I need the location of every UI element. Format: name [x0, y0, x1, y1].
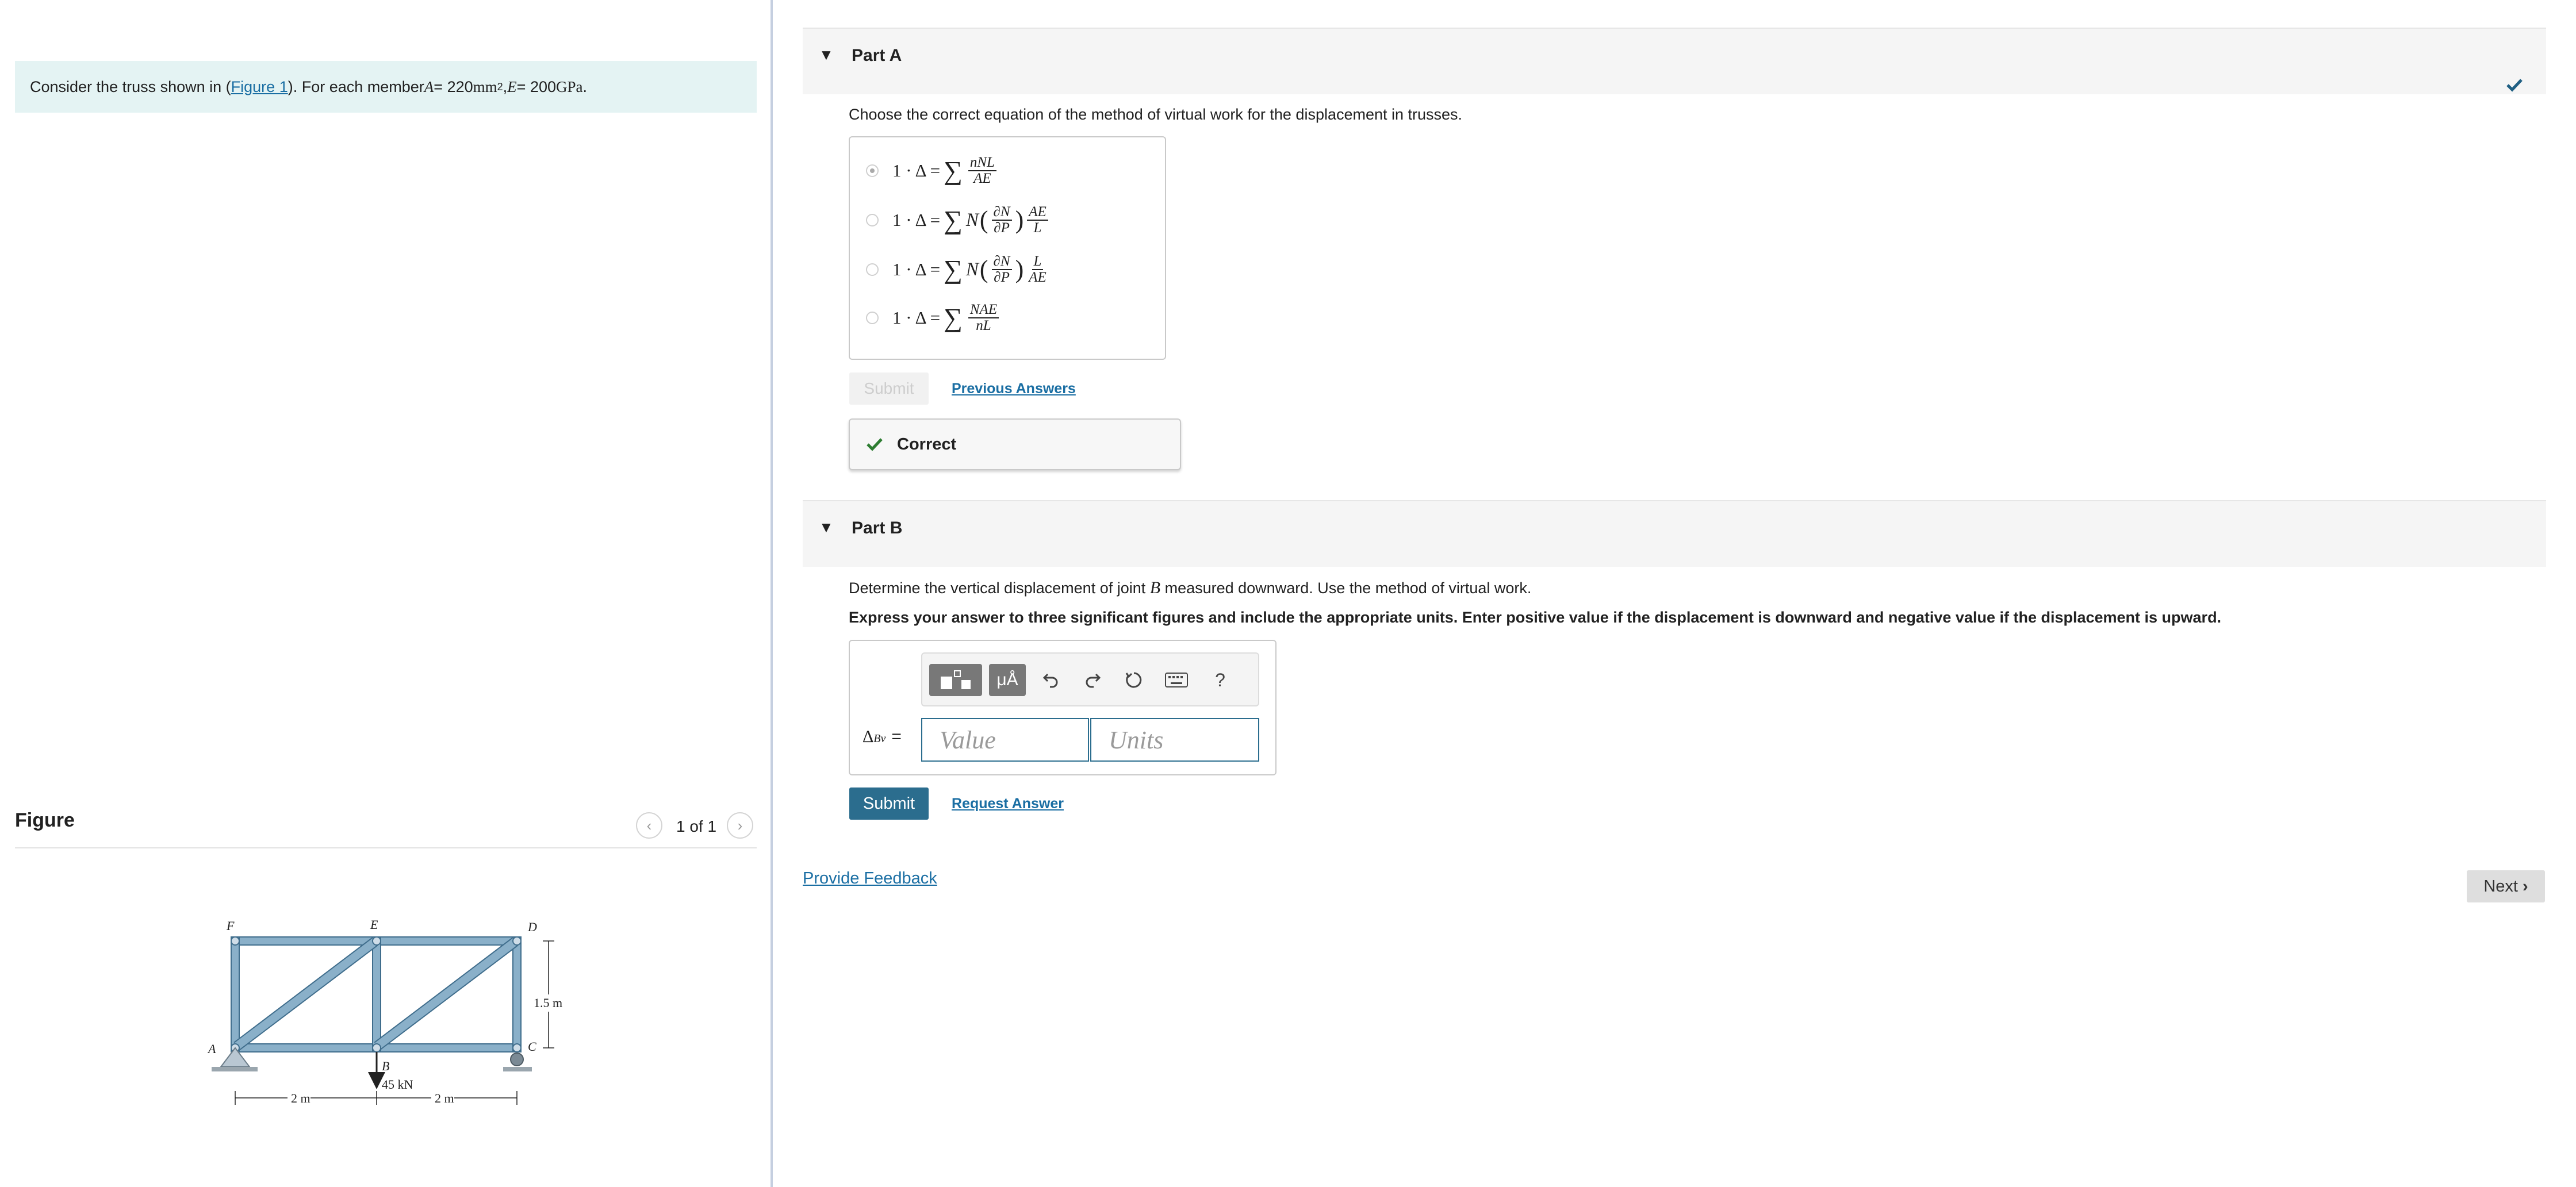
part-a-prompt: Choose the correct equation of the method of virtual work for the displacement in trusses.: [849, 106, 1463, 123]
left-panel: [0, 0, 770, 1187]
intro-comma: ,: [503, 78, 508, 95]
eq2-num: AE: [1027, 205, 1048, 221]
eq3-den: AE: [1029, 270, 1046, 285]
part-a-submit-button[interactable]: Submit: [849, 372, 929, 405]
feedback-text: Correct: [897, 435, 957, 454]
joint-label-e: E: [370, 917, 378, 932]
figure-prev-button[interactable]: [636, 812, 662, 839]
eq2-pden: ∂P: [994, 220, 1010, 236]
collapse-triangle-icon[interactable]: ▼: [819, 518, 834, 536]
eq4-sum: ∑: [944, 303, 963, 332]
eq3-num: L: [1032, 254, 1044, 270]
joint-label-b: B: [382, 1059, 390, 1073]
eq3-pden: ∂P: [994, 270, 1010, 285]
problem-statement: [15, 61, 757, 113]
unit-mm: mm: [473, 78, 497, 95]
redo-icon[interactable]: [1076, 664, 1109, 696]
figure-link[interactable]: Figure 1: [231, 78, 288, 95]
radio-choice-3[interactable]: [866, 263, 879, 276]
intro-prefix: Consider the truss shown in (: [30, 78, 231, 95]
chevron-right-icon: ›: [2522, 877, 2528, 896]
roller-support-c: [503, 1053, 532, 1071]
joint-label-d: D: [528, 920, 537, 934]
eq3-lhs: 1 · Δ =: [892, 259, 941, 279]
checkmark-icon: [2506, 78, 2523, 92]
answer-entry-box: [849, 640, 1276, 775]
eq2-pnum: ∂N: [992, 205, 1012, 221]
answer-choices: [849, 136, 1166, 360]
provide-feedback-link[interactable]: Provide Feedback: [803, 869, 937, 888]
correct-check-icon: [866, 437, 883, 451]
units-input[interactable]: Units: [1090, 718, 1259, 762]
chevron-left-icon: ‹: [646, 816, 652, 834]
equation-1: [892, 155, 999, 187]
keyboard-icon[interactable]: [1159, 664, 1194, 696]
equation-4: [892, 302, 1001, 334]
figure-counter: 1 of 1: [676, 817, 717, 835]
equation-3: 1 · Δ = ∑ N ( $\frac{\partial N}{\partial P}$ ) $\frac{L}{AE}$: [892, 254, 1051, 286]
truss-figure: [195, 908, 586, 1115]
intro-eq1: = 220: [434, 78, 473, 95]
radio-choice-4[interactable]: [866, 312, 879, 324]
reset-icon[interactable]: [1118, 664, 1150, 696]
joint-b-var: B: [1149, 578, 1161, 597]
eq4-lhs: 1 · Δ =: [892, 308, 941, 328]
joint-label-c: C: [528, 1039, 536, 1054]
eq2-sum: ∑: [944, 205, 963, 235]
height-label: 1.5 m: [534, 996, 563, 1010]
value-input[interactable]: Value: [921, 718, 1089, 762]
part-b-submit-button[interactable]: Submit: [849, 788, 929, 820]
unit-exponent: 2: [497, 80, 503, 93]
eq4-den: nL: [976, 318, 991, 333]
figure-next-button[interactable]: [727, 812, 753, 839]
intro-middle: ). For each member: [288, 78, 424, 95]
part-b-prompt-prefix: Determine the vertical displacement of joint: [849, 579, 1150, 597]
part-b-instructions: Express your answer to three significant figures and include the appropriate units. Enter positive value if the displacement is downward and negative value if the displacement is upward.: [849, 609, 2222, 626]
span2-label: 2 m: [435, 1091, 454, 1105]
choice-4[interactable]: [866, 301, 1001, 335]
span-dimension: [235, 1091, 517, 1105]
load-label: 45 kN: [382, 1077, 413, 1092]
eq3-pnum: ∂N: [992, 254, 1012, 270]
joint-label-a: A: [208, 1042, 216, 1056]
radio-choice-1[interactable]: [866, 164, 879, 177]
part-b-title: Part B: [852, 518, 903, 537]
eq3-n: N: [965, 259, 979, 280]
span1-label: 2 m: [291, 1091, 310, 1105]
figure-title: Figure: [15, 809, 75, 831]
eq2-lhs: 1 · Δ =: [892, 210, 941, 230]
part-b-header[interactable]: [803, 500, 2546, 567]
eq1-den: AE: [973, 171, 991, 186]
eq1-lhs: 1 · Δ =: [892, 160, 941, 180]
radio-choice-2[interactable]: [866, 214, 879, 226]
panel-divider[interactable]: [770, 0, 773, 1187]
chevron-right-icon: ›: [737, 816, 743, 834]
part-a-title: Part A: [852, 46, 902, 65]
eq1-num: nNL: [968, 155, 996, 171]
collapse-triangle-icon[interactable]: ▼: [819, 46, 834, 63]
eq2-den: L: [1033, 220, 1042, 236]
choice-3[interactable]: [866, 252, 1051, 287]
help-button[interactable]: ?: [1215, 669, 1225, 690]
var-e: E: [507, 78, 517, 95]
answer-variable-label: [862, 727, 902, 747]
part-b-prompt-suffix: measured downward. Use the method of virtual work.: [1160, 579, 1532, 597]
height-dimension: [543, 941, 554, 1048]
choice-2[interactable]: [866, 203, 1051, 237]
next-button[interactable]: [2467, 870, 2545, 902]
truss-members: [231, 937, 521, 1052]
delta-subscript: Bv: [873, 732, 886, 745]
request-answer-link[interactable]: Request Answer: [952, 796, 1064, 812]
figure-divider: [15, 847, 757, 848]
undo-icon[interactable]: [1035, 664, 1067, 696]
part-b-prompt: [849, 578, 1531, 598]
eq1-sum: ∑: [944, 156, 963, 185]
math-toolbar: [921, 652, 1259, 706]
var-a: A: [424, 78, 434, 95]
next-label: Next: [2483, 877, 2518, 896]
eq3-sum: ∑: [944, 255, 963, 284]
units-symbols-button[interactable]: μÅ: [989, 664, 1026, 696]
eq2-n: N: [965, 209, 979, 231]
part-a-header[interactable]: [803, 28, 2546, 94]
unit-gpa: GPa: [556, 78, 583, 95]
templates-icon[interactable]: [929, 664, 982, 696]
choice-1[interactable]: [866, 153, 999, 188]
intro-period: .: [582, 78, 588, 95]
intro-eq2: = 200: [516, 78, 556, 95]
equation-2: 1 · Δ = ∑ N ( $\frac{\partial N}{\partial P}$ ) $\frac{AE}{L}$: [892, 205, 1051, 236]
previous-answers-link[interactable]: Previous Answers: [952, 381, 1076, 397]
joint-label-f: F: [227, 919, 235, 933]
feedback-correct: [849, 418, 1181, 470]
equals-sign: =: [891, 727, 902, 746]
eq4-num: NAE: [968, 302, 999, 318]
delta-symbol: Δ: [862, 727, 874, 746]
